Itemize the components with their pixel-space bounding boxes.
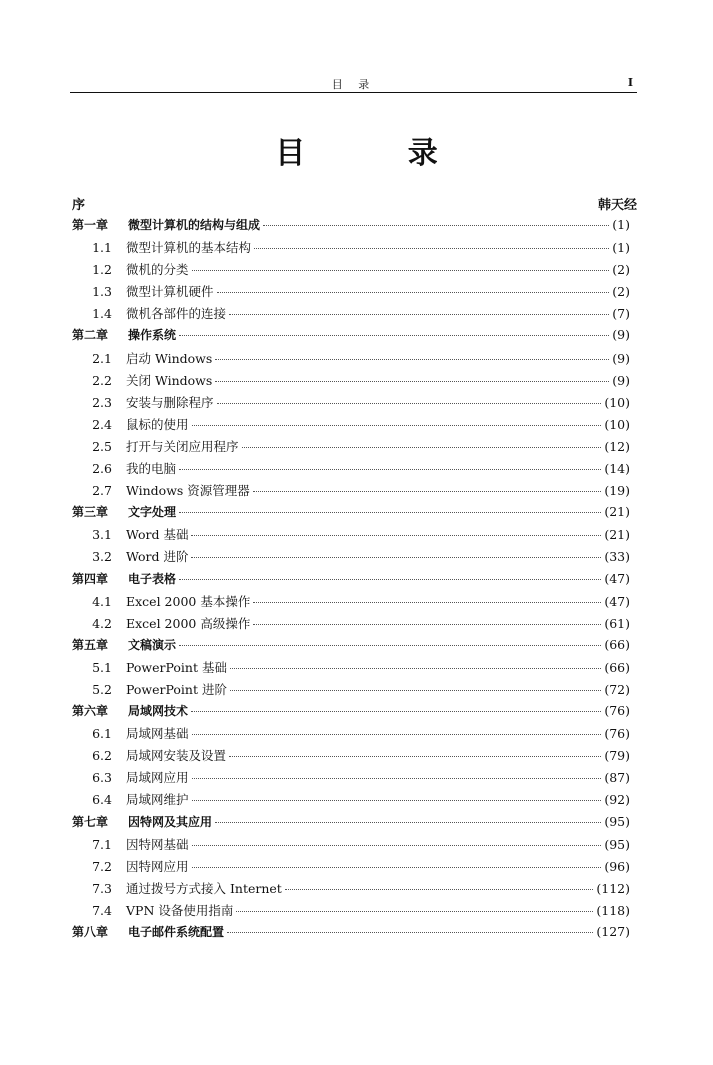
preface-author: 韩天经 xyxy=(597,198,637,213)
toc-entry-number: 2.3 xyxy=(92,394,112,410)
toc-entry-title: 文稿演示 xyxy=(128,637,177,652)
toc-leader-dots xyxy=(191,535,601,536)
toc-leader-dots xyxy=(263,225,609,226)
toc-entry-page: (79) xyxy=(604,748,630,764)
toc-entry-title: 局域网应用 xyxy=(126,770,189,786)
toc-entry-number: 第五章 xyxy=(72,637,109,652)
toc-section-row xyxy=(72,614,630,636)
toc-leader-dots xyxy=(242,447,602,448)
toc-entry-page: (14) xyxy=(604,461,630,477)
toc-section-row xyxy=(72,658,630,680)
toc-section-row xyxy=(72,547,630,569)
toc-leader-dots xyxy=(253,602,601,603)
toc-entry-page: (76) xyxy=(604,703,630,719)
toc-entry-number: 1.2 xyxy=(92,262,112,278)
toc-leader-dots xyxy=(215,822,601,823)
toc-chapter-row xyxy=(72,702,630,724)
toc-entry-title: Word 基础 xyxy=(126,527,189,543)
toc-entry-number: 第七章 xyxy=(72,814,109,829)
toc-entry-title: 微机各部件的连接 xyxy=(126,306,227,322)
toc-entry-title: 文字处理 xyxy=(128,505,177,520)
toc-section-row xyxy=(72,393,630,415)
toc-leader-dots xyxy=(217,403,602,404)
toc-leader-dots xyxy=(215,359,609,360)
toc-entry-page: (118) xyxy=(596,902,630,918)
toc-entry-number: 4.2 xyxy=(92,615,112,631)
toc-leader-dots xyxy=(230,668,601,669)
toc-entry-page: (10) xyxy=(604,416,630,432)
toc-entry-number: 第四章 xyxy=(72,571,109,586)
toc-entry-number: 1.3 xyxy=(92,284,112,300)
toc-entry-title: 微型计算机的结构与组成 xyxy=(128,218,261,232)
toc-leader-dots xyxy=(236,911,593,912)
toc-entry-page: (12) xyxy=(604,438,630,454)
toc-entry-number: 第一章 xyxy=(72,218,109,232)
toc-leader-dots xyxy=(179,512,601,513)
toc-entry-title: 因特网基础 xyxy=(126,836,189,852)
toc-section-row xyxy=(72,260,630,282)
toc-entry-page: (21) xyxy=(604,504,630,520)
toc-leader-dots xyxy=(179,645,601,646)
toc-leader-dots xyxy=(253,491,602,492)
toc-entry-title: 局域网技术 xyxy=(128,704,189,719)
toc-entry-page: (9) xyxy=(612,372,630,388)
toc-entry-page: (95) xyxy=(604,813,630,829)
toc-entry-title: 通过拨号方式接入 Internet xyxy=(126,880,282,896)
toc-entry-page: (61) xyxy=(604,615,630,631)
toc-section-row xyxy=(72,901,630,923)
toc-entry-title: 局域网维护 xyxy=(126,792,189,808)
toc-leader-dots xyxy=(179,579,601,580)
toc-section-row xyxy=(72,879,630,901)
header-rule xyxy=(70,92,637,93)
toc-entry-number: 1.4 xyxy=(92,306,112,322)
toc-entry-page: (66) xyxy=(604,636,630,652)
toc-leader-dots xyxy=(229,756,601,757)
toc-leader-dots xyxy=(285,889,594,890)
toc-entry-title: 电子表格 xyxy=(128,571,177,586)
toc-section-row xyxy=(72,304,630,326)
page-number: I xyxy=(627,76,633,89)
toc-leader-dots xyxy=(192,734,602,735)
toc-entry-title: 鼠标的使用 xyxy=(126,416,189,432)
toc-entry-number: 5.2 xyxy=(92,681,112,697)
toc-chapter-row xyxy=(72,570,630,592)
toc-chapter-row xyxy=(72,216,630,238)
toc-chapter-row xyxy=(72,923,630,945)
toc-entry-number: 第八章 xyxy=(72,925,109,939)
toc-entry-number: 3.1 xyxy=(92,527,112,543)
toc-leader-dots xyxy=(192,425,602,426)
preface-row xyxy=(72,194,637,214)
toc-entry-title: 关闭 Windows xyxy=(126,372,213,388)
toc-entry-number: 6.2 xyxy=(92,748,112,764)
toc-entry-title: PowerPoint 基础 xyxy=(126,659,227,675)
toc-entry-number: 4.1 xyxy=(92,593,112,609)
toc-entry-page: (7) xyxy=(612,306,630,322)
toc-section-row xyxy=(72,238,630,260)
running-title: 目 录 xyxy=(331,78,376,91)
toc-entry-number: 第二章 xyxy=(72,328,109,343)
toc-leader-dots xyxy=(227,932,593,933)
toc-entry-number: 2.6 xyxy=(92,461,112,477)
toc-entry-number: 2.1 xyxy=(92,350,112,366)
toc-leader-dots xyxy=(179,469,601,470)
toc-entry-page: (2) xyxy=(612,284,630,300)
toc-leader-dots xyxy=(230,690,601,691)
toc-entry-number: 6.1 xyxy=(92,726,112,742)
toc-entry-page: (1) xyxy=(612,217,630,232)
toc-entry-number: 2.7 xyxy=(92,483,112,499)
toc-entry-title: 打开与关闭应用程序 xyxy=(126,438,239,454)
toc-section-row xyxy=(72,282,630,304)
toc-entry-number: 第三章 xyxy=(72,505,109,520)
toc-entry-number: 3.2 xyxy=(92,549,112,565)
toc-section-row xyxy=(72,746,630,768)
toc-entry-title: VPN 设备使用指南 xyxy=(126,902,234,918)
toc-entry-title: 操作系统 xyxy=(128,328,177,343)
toc-entry-number: 7.3 xyxy=(92,880,112,896)
toc-entry-number: 第六章 xyxy=(72,704,109,719)
toc-entry-page: (33) xyxy=(604,549,630,565)
toc-entry-page: (1) xyxy=(612,240,630,256)
toc-leader-dots xyxy=(192,867,602,868)
toc-entry-title: 局域网基础 xyxy=(126,726,189,742)
toc-section-row xyxy=(72,415,630,437)
toc-leader-dots xyxy=(191,557,601,558)
toc-entry-title: 因特网应用 xyxy=(126,858,189,874)
toc-entry-page: (66) xyxy=(604,659,630,675)
toc-entry-number: 7.1 xyxy=(92,836,112,852)
toc-section-row xyxy=(72,525,630,547)
toc-leader-dots xyxy=(192,845,602,846)
toc-section-row xyxy=(72,790,630,812)
toc-entry-title: Word 进阶 xyxy=(126,549,189,565)
toc-entry-title: 微型计算机硬件 xyxy=(126,284,214,300)
toc-entry-number: 7.2 xyxy=(92,858,112,874)
toc-chapter-row xyxy=(72,503,630,525)
toc-entry-page: (19) xyxy=(604,483,630,499)
toc-entry-number: 5.1 xyxy=(92,659,112,675)
toc-section-row xyxy=(72,768,630,790)
toc-entry-page: (112) xyxy=(596,880,630,896)
toc-entry-page: (47) xyxy=(604,570,630,586)
toc-entry-number: 6.4 xyxy=(92,792,112,808)
toc-chapter-row xyxy=(72,326,630,348)
toc-entry-number: 7.4 xyxy=(92,902,112,918)
running-header xyxy=(70,76,637,90)
toc-entry-page: (2) xyxy=(612,262,630,278)
toc-entry-page: (9) xyxy=(612,350,630,366)
toc-entry-title: Excel 2000 基本操作 xyxy=(126,593,251,609)
toc-entry-title: Excel 2000 高级操作 xyxy=(126,615,251,631)
toc-chapter-row xyxy=(72,636,630,658)
toc-entry-page: (95) xyxy=(604,836,630,852)
toc-chapter-row xyxy=(72,813,630,835)
toc-entry-title: 局域网安装及设置 xyxy=(126,748,227,764)
toc-entry-number: 2.5 xyxy=(92,438,112,454)
toc-leader-dots xyxy=(179,335,609,336)
toc-entry-number: 2.4 xyxy=(92,416,112,432)
toc-entry-number: 6.3 xyxy=(92,770,112,786)
toc-section-row xyxy=(72,592,630,614)
toc-section-row xyxy=(72,459,630,481)
toc-entry-page: (76) xyxy=(604,726,630,742)
toc-entry-page: (72) xyxy=(604,681,630,697)
toc-entry-page: (10) xyxy=(604,394,630,410)
toc-section-row xyxy=(72,835,630,857)
toc-leader-dots xyxy=(215,381,609,382)
toc-entry-title: 安装与删除程序 xyxy=(126,394,214,410)
toc-section-row xyxy=(72,481,630,503)
toc-entry-title: 我的电脑 xyxy=(126,461,177,477)
preface-label: 序 xyxy=(72,198,86,213)
toc-entry-title: 启动 Windows xyxy=(126,350,213,366)
toc-leader-dots xyxy=(217,292,610,293)
toc-section-row xyxy=(72,437,630,459)
toc-section-row xyxy=(72,724,630,746)
toc-entry-title: 微机的分类 xyxy=(126,262,189,278)
toc-section-row xyxy=(72,857,630,879)
toc-leader-dots xyxy=(191,711,601,712)
toc-entry-page: (92) xyxy=(604,792,630,808)
toc-entry-page: (87) xyxy=(604,770,630,786)
table-of-contents xyxy=(72,216,630,945)
toc-leader-dots xyxy=(254,248,609,249)
toc-entry-title: Windows 资源管理器 xyxy=(126,483,250,499)
toc-section-row xyxy=(72,371,630,393)
toc-leader-dots xyxy=(192,778,602,779)
toc-entry-page: (47) xyxy=(604,593,630,609)
toc-section-row xyxy=(72,349,630,371)
toc-entry-page: (127) xyxy=(596,924,630,939)
toc-entry-number: 1.1 xyxy=(92,240,112,256)
toc-entry-title: 因特网及其应用 xyxy=(128,814,213,829)
toc-leader-dots xyxy=(192,800,602,801)
toc-section-row xyxy=(72,680,630,702)
toc-leader-dots xyxy=(253,624,601,625)
toc-entry-page: (9) xyxy=(612,327,630,343)
toc-entry-number: 2.2 xyxy=(92,372,112,388)
toc-entry-page: (21) xyxy=(604,527,630,543)
toc-leader-dots xyxy=(192,270,610,271)
page-title: 目 录 xyxy=(275,136,484,171)
toc-entry-title: 微型计算机的基本结构 xyxy=(126,240,252,256)
toc-entry-title: PowerPoint 进阶 xyxy=(126,681,227,697)
toc-entry-title: 电子邮件系统配置 xyxy=(128,925,225,939)
toc-entry-page: (96) xyxy=(604,858,630,874)
toc-leader-dots xyxy=(229,314,609,315)
